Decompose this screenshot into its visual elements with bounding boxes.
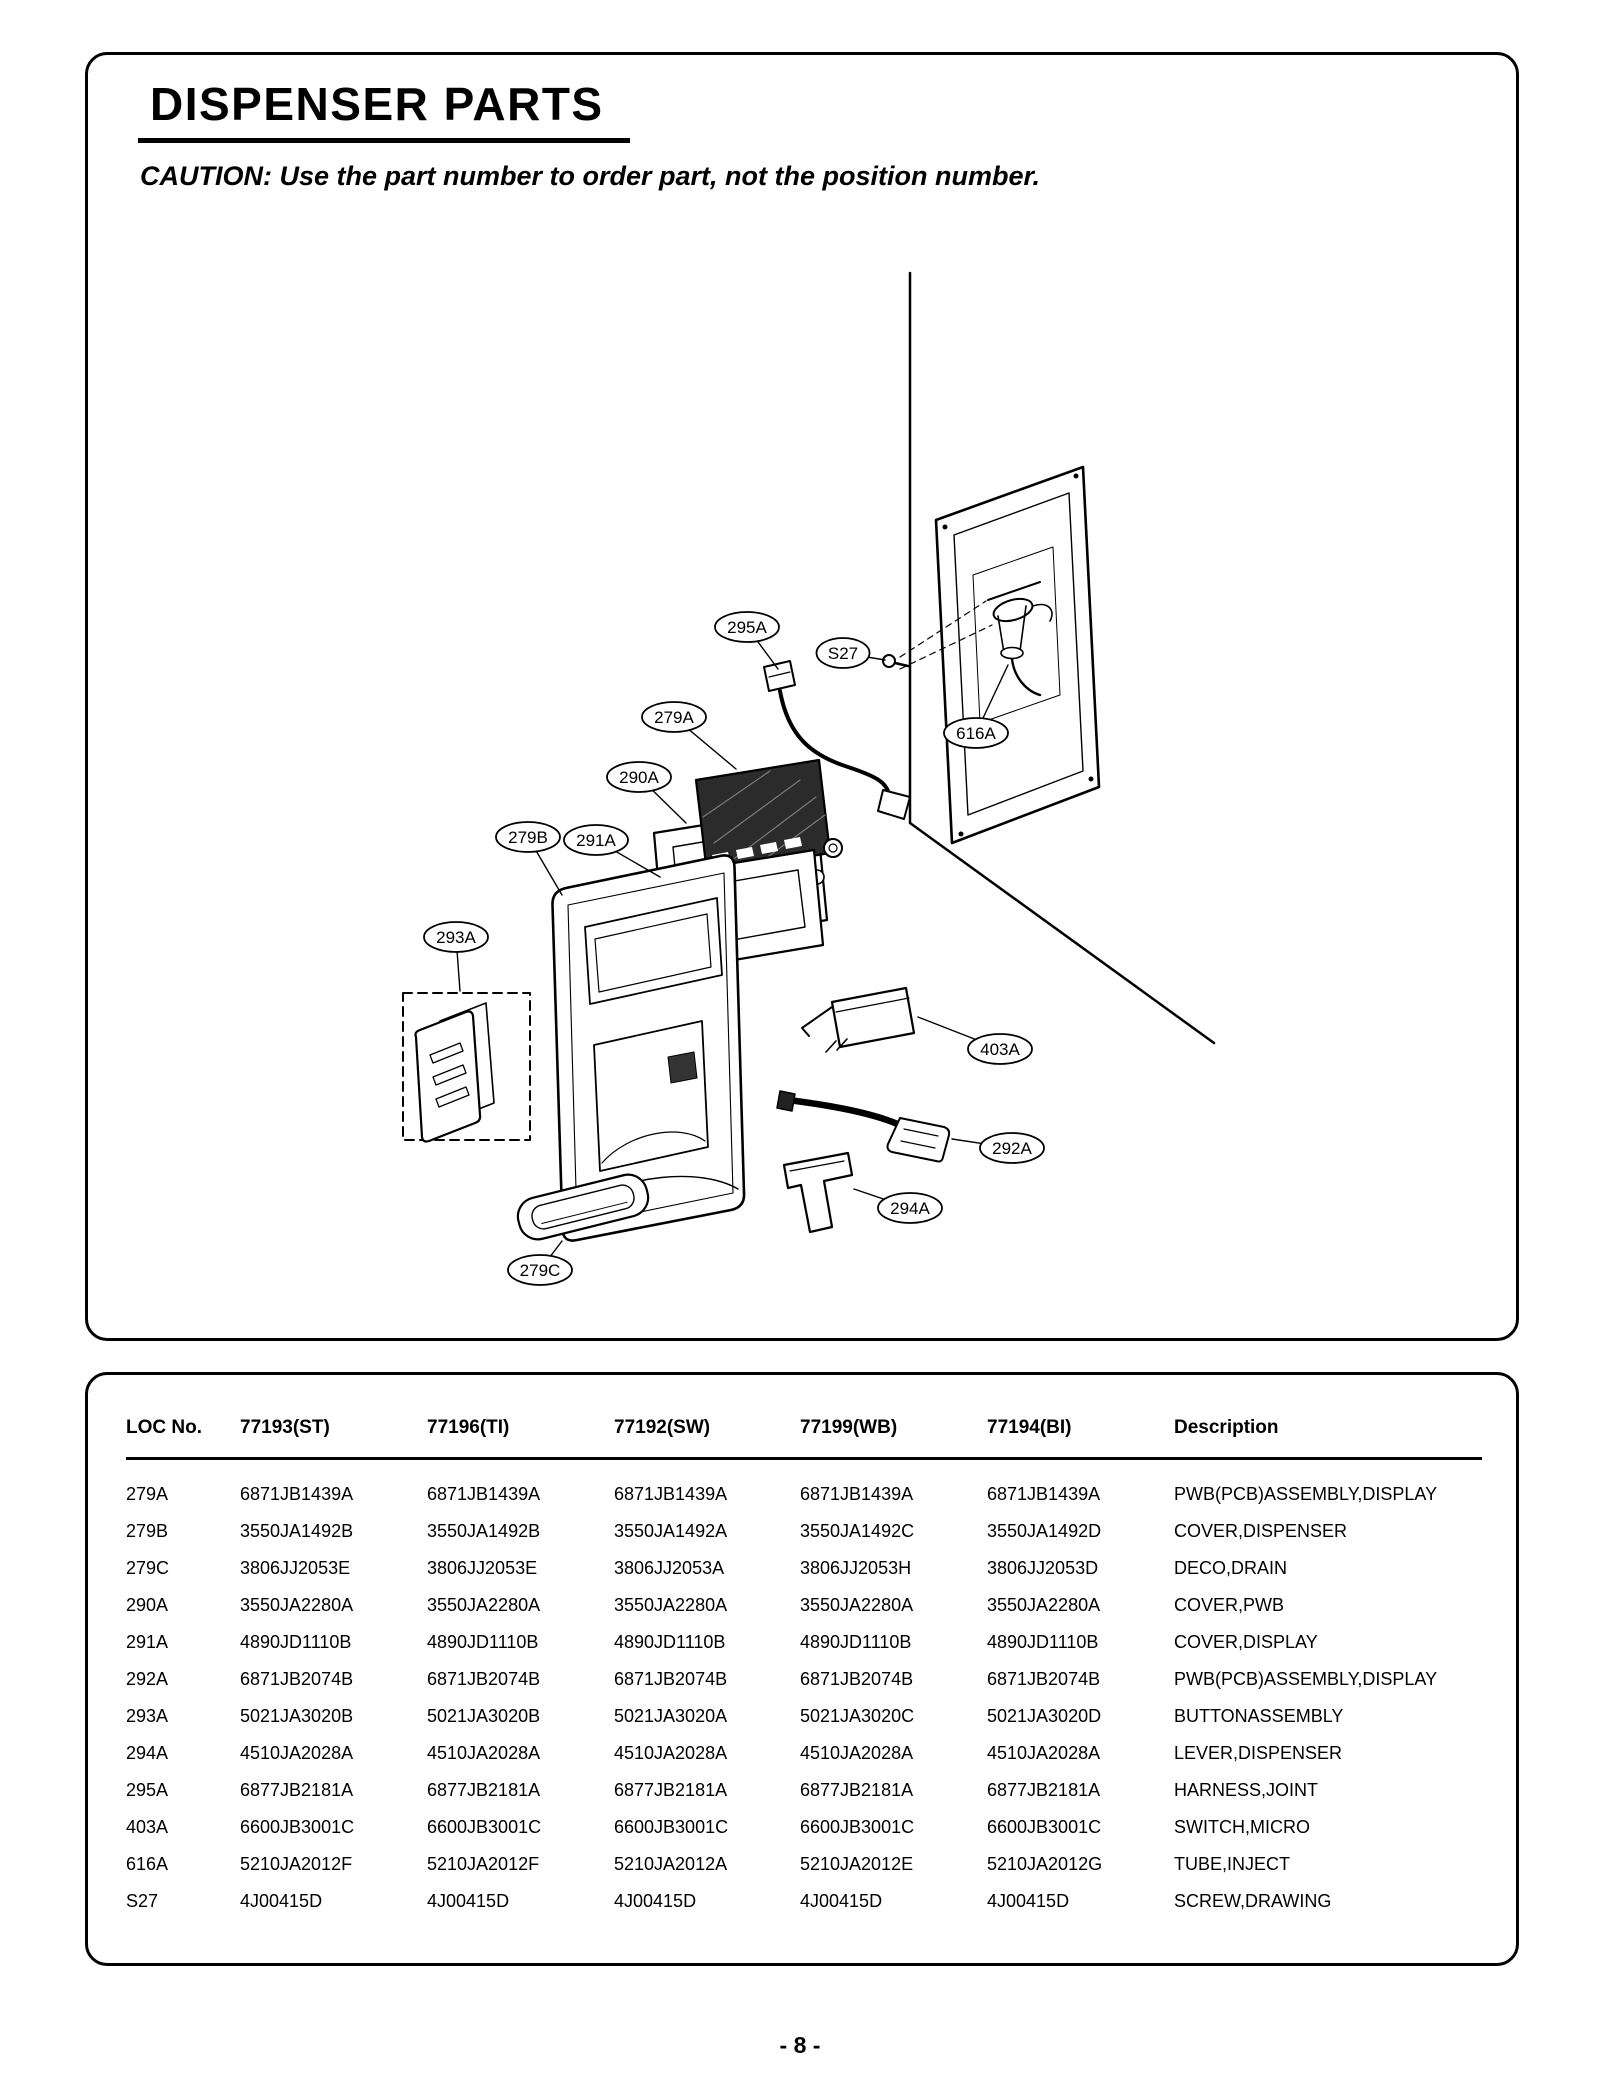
table-cell: 295A [126, 1780, 169, 1800]
table-cell: 6600JB3001C [800, 1817, 915, 1837]
table-cell: 3550JA2280A [987, 1595, 1101, 1615]
table-cell: 616A [126, 1854, 169, 1874]
table-row [126, 1587, 1482, 1624]
callout-S27 [817, 638, 886, 668]
table-cell: 3550JA2280A [427, 1595, 541, 1615]
column-header: Description [1174, 1417, 1482, 1459]
table-cell: 4510JA2028A [800, 1743, 914, 1763]
callout-291A [564, 825, 660, 877]
table-cell: 6871JB1439A [987, 1484, 1101, 1504]
svg-text:293A: 293A [436, 928, 476, 947]
table-row [126, 1846, 1482, 1883]
table-cell: 6871JB2074B [427, 1669, 541, 1689]
table-cell: COVER,DISPENSER [1174, 1521, 1348, 1541]
table-cell: 279C [126, 1558, 170, 1578]
table-cell: 4890JD1110B [614, 1632, 726, 1652]
page-title: DISPENSER PARTS [138, 77, 630, 143]
callout-294A [854, 1189, 942, 1223]
table-cell: 3550JA2280A [800, 1595, 914, 1615]
table-row [126, 1513, 1482, 1550]
table-row [126, 1459, 1482, 1514]
table-cell: 3806JJ2053A [614, 1558, 725, 1578]
table-cell: 3806JJ2053H [800, 1558, 912, 1578]
table-cell: 3806JJ2053E [240, 1558, 351, 1578]
table-cell: 4890JD1110B [800, 1632, 912, 1652]
table-cell: 4J00415D [240, 1891, 323, 1911]
table-cell: 6600JB3001C [240, 1817, 355, 1837]
table-cell: 6877JB2181A [427, 1780, 541, 1800]
svg-text:279B: 279B [508, 828, 548, 847]
table-cell: 6871JB1439A [800, 1484, 914, 1504]
svg-text:294A: 294A [890, 1199, 930, 1218]
column-header: 77192(SW) [614, 1417, 800, 1459]
table-row [126, 1772, 1482, 1809]
column-header: 77193(ST) [240, 1417, 427, 1459]
table-cell: 4890JD1110B [240, 1632, 352, 1652]
table-cell: 6877JB2181A [614, 1780, 728, 1800]
table-cell: 293A [126, 1706, 169, 1726]
table-cell: S27 [126, 1891, 159, 1911]
table-cell: 4J00415D [987, 1891, 1070, 1911]
table-cell: 6877JB2181A [800, 1780, 914, 1800]
table-cell: 4J00415D [800, 1891, 883, 1911]
table-cell: SCREW,DRAWING [1174, 1891, 1332, 1911]
table-cell: PWB(PCB)ASSEMBLY,DISPLAY [1174, 1484, 1438, 1504]
table-cell: 6871JB2074B [800, 1669, 914, 1689]
table-cell: TUBE,INJECT [1174, 1854, 1291, 1874]
table-cell: 5021JA3020C [800, 1706, 915, 1726]
table-cell: 3550JA2280A [240, 1595, 354, 1615]
table-cell: 5021JA3020B [240, 1706, 354, 1726]
table-cell: 6600JB3001C [614, 1817, 729, 1837]
table-cell: 279B [126, 1521, 169, 1541]
table-cell: 4510JA2028A [614, 1743, 728, 1763]
table-cell: 4890JD1110B [987, 1632, 1099, 1652]
table-cell: 3550JA1492D [987, 1521, 1102, 1541]
micro-switch [802, 988, 914, 1052]
table-row [126, 1624, 1482, 1661]
page-number: - 8 - [779, 2032, 821, 2058]
table-cell: 6600JB3001C [427, 1817, 542, 1837]
s27-screw [883, 655, 908, 667]
table-cell: LEVER,DISPENSER [1174, 1743, 1343, 1763]
table-cell: 5210JA2012F [427, 1854, 540, 1874]
table-cell: 5210JA2012G [987, 1854, 1103, 1874]
table-cell: 4510JA2028A [240, 1743, 354, 1763]
column-header: 77194(BI) [987, 1417, 1174, 1459]
table-cell: 4510JA2028A [987, 1743, 1101, 1763]
table-cell: SWITCH,MICRO [1174, 1817, 1310, 1837]
table-cell: 3550JA2280A [614, 1595, 728, 1615]
table-cell: 5021JA3020D [987, 1706, 1102, 1726]
table-cell: 3806JJ2053E [427, 1558, 538, 1578]
table-row [126, 1735, 1482, 1772]
table-cell: 5021JA3020B [427, 1706, 541, 1726]
display-pwb-cable [777, 1091, 949, 1162]
table-cell: HARNESS,JOINT [1174, 1780, 1319, 1800]
table-cell: 294A [126, 1743, 169, 1763]
callout-279C [508, 1241, 572, 1285]
table-cell: DECO,DRAIN [1174, 1558, 1288, 1578]
table-cell: 290A [126, 1595, 169, 1615]
table-cell: 3550JA1492B [427, 1521, 541, 1541]
callout-290A [607, 762, 686, 823]
table-cell: 6871JB2074B [614, 1669, 728, 1689]
column-header: 77196(TI) [427, 1417, 614, 1459]
table-cell: BUTTONASSEMBLY [1174, 1706, 1344, 1726]
table-row [126, 1661, 1482, 1698]
table-cell: 4890JD1110B [427, 1632, 539, 1652]
table-cell: 5210JA2012A [614, 1854, 728, 1874]
table-cell: 6871JB1439A [614, 1484, 728, 1504]
table-cell: 3550JA1492A [614, 1521, 728, 1541]
svg-text:279A: 279A [654, 708, 694, 727]
svg-text:290A: 290A [619, 768, 659, 787]
parts-table [126, 1417, 1482, 1920]
table-cell: 4J00415D [427, 1891, 510, 1911]
svg-text:291A: 291A [576, 831, 616, 850]
table-cell: 6871JB2074B [240, 1669, 354, 1689]
table-cell: 291A [126, 1632, 169, 1652]
table-row [126, 1550, 1482, 1587]
caution-text: CAUTION: Use the part number to order part, not the position number. [140, 161, 1041, 191]
table-cell: 6877JB2181A [987, 1780, 1101, 1800]
table-cell: COVER,PWB [1174, 1595, 1285, 1615]
button-assembly [416, 1003, 495, 1142]
svg-text:616A: 616A [956, 724, 996, 743]
table-cell: 6600JB3001C [987, 1817, 1102, 1837]
table-cell: 4J00415D [614, 1891, 697, 1911]
table-cell: COVER,DISPLAY [1174, 1632, 1318, 1652]
callout-292A [952, 1133, 1044, 1163]
table-cell: 403A [126, 1817, 169, 1837]
svg-text:292A: 292A [992, 1139, 1032, 1158]
table-cell: 5210JA2012F [240, 1854, 353, 1874]
table-cell: 279A [126, 1484, 169, 1504]
table-cell: 3806JJ2053D [987, 1558, 1099, 1578]
callout-293A [424, 922, 488, 991]
table-cell: 6871JB1439A [427, 1484, 541, 1504]
callout-279B [496, 822, 562, 895]
parts-table-box [85, 1372, 1519, 1966]
dispenser-lever [784, 1153, 852, 1232]
callout-295A [715, 612, 779, 669]
svg-text:403A: 403A [980, 1040, 1020, 1059]
table-cell: 3550JA1492B [240, 1521, 354, 1541]
table-cell: PWB(PCB)ASSEMBLY,DISPLAY [1174, 1669, 1438, 1689]
table-header-row [126, 1417, 1482, 1459]
svg-text:279C: 279C [519, 1261, 561, 1280]
callout-279A [642, 702, 736, 769]
table-cell: 6871JB1439A [240, 1484, 354, 1504]
diagram-panel [85, 52, 1519, 1341]
table-row [126, 1698, 1482, 1735]
table-cell: 6877JB2181A [240, 1780, 354, 1800]
dispenser-cover [552, 855, 744, 1240]
table-cell: 5210JA2012E [800, 1854, 914, 1874]
svg-text:S27: S27 [827, 644, 859, 663]
table-cell: 6871JB2074B [987, 1669, 1101, 1689]
table-cell: 5021JA3020A [614, 1706, 728, 1726]
table-row [126, 1883, 1482, 1920]
table-cell: 292A [126, 1669, 169, 1689]
svg-text:295A: 295A [727, 618, 767, 637]
table-row [126, 1809, 1482, 1846]
column-header: 77199(WB) [800, 1417, 987, 1459]
exploded-diagram [88, 55, 1509, 1331]
callout-403A [918, 1017, 1032, 1064]
column-header: LOC No. [126, 1417, 240, 1459]
table-cell: 3550JA1492C [800, 1521, 915, 1541]
table-cell: 4510JA2028A [427, 1743, 541, 1763]
